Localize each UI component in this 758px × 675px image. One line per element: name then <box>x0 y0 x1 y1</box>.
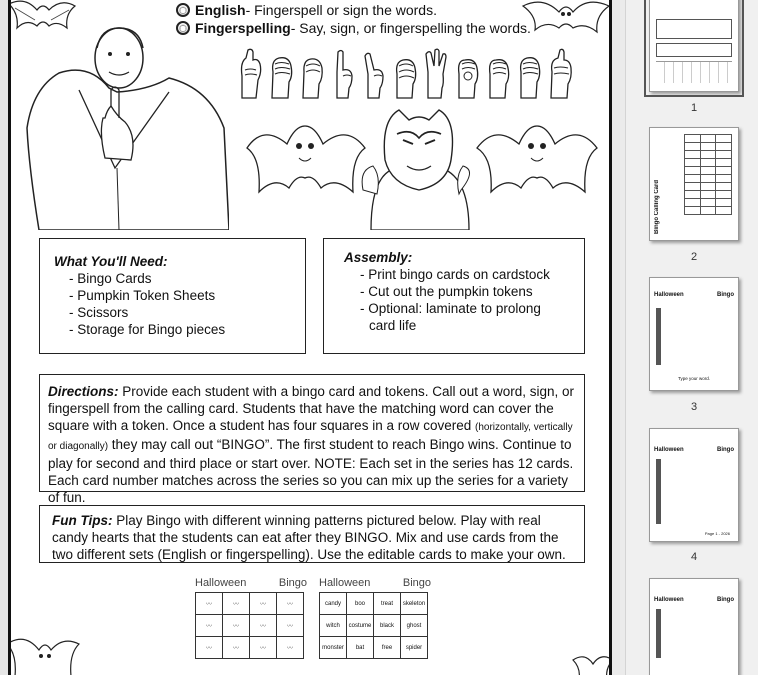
grid-cell: 〰 <box>277 637 304 659</box>
thumbnail-footer: Type your word. <box>677 376 710 381</box>
fun-tips-lead: Fun Tips: <box>52 513 113 528</box>
card-title-right: Bingo <box>402 577 431 589</box>
thumbnail-number: 3 <box>690 401 698 413</box>
handshape-icon <box>391 48 419 100</box>
grid-cell: 〰 <box>196 637 223 659</box>
directions-note: (horizontally, vertically or diagonally) <box>48 422 573 452</box>
list-item-continuation: card life <box>369 318 417 333</box>
pane-scrollbar-track[interactable] <box>612 0 626 675</box>
handshape-icon <box>298 48 326 100</box>
thumbnail-page-5[interactable] <box>649 578 739 675</box>
grid-cell: candy <box>320 593 347 615</box>
grid-cell: free <box>374 637 401 659</box>
legend-english <box>176 2 437 18</box>
card-title-left: Halloween <box>195 577 247 589</box>
fun-tips-box <box>39 505 585 563</box>
handshape-icon <box>236 48 264 100</box>
legend-term: English <box>195 2 246 18</box>
list-item: - Cut out the pumpkin tokens <box>360 283 584 300</box>
list-item: - Print bingo cards on cardstock <box>360 266 584 283</box>
thumbnail-page-2[interactable] <box>649 127 739 241</box>
card-title-right: Bingo <box>278 577 307 589</box>
bingo-grid <box>319 592 428 659</box>
handshape-icon <box>360 48 388 100</box>
asl-handshapes-row <box>236 48 574 100</box>
vampire-man-illustration <box>19 18 229 230</box>
grid-cell: 〰 <box>277 615 304 637</box>
bat-icon <box>521 0 611 38</box>
pumpkin-icon <box>176 3 190 17</box>
handshape-icon <box>546 48 574 100</box>
bingo-grid <box>195 592 304 659</box>
directions-text-cont: they may call out “BINGO”. The first student to reach Bingo wins. Continue to play for second and third place or start over. NOTE: Each set in the series has 12 cards. Each card number matches across the series so you can mix up the series for a variety of fun. <box>48 437 574 505</box>
directions-box <box>39 374 585 505</box>
thumbnail-grid <box>656 609 661 658</box>
grid-cell: black <box>374 615 401 637</box>
thumbnail-number: 2 <box>690 251 698 263</box>
handshape-icon <box>422 48 450 100</box>
thumbnail-vertical-title: Bingo Calling Card <box>654 180 660 234</box>
grid-cell: bat <box>347 637 374 659</box>
thumbnail-number: 4 <box>690 551 698 563</box>
fun-tips-text: Play Bingo with different winning patterns pictured below. Play with real candy hearts that the students can eat after they BINGO. Mix and use cards from the two different sets (English or fingerspelling). Use the editable cards to make your own. <box>52 513 566 562</box>
thumbnail-header-right: Bingo <box>717 597 734 603</box>
grid-cell: 〰 <box>250 615 277 637</box>
thumbnail-grid <box>684 134 732 215</box>
bat-illustration <box>473 118 601 208</box>
thumbnail-page-3[interactable] <box>649 277 739 391</box>
grid-cell: spider <box>401 637 428 659</box>
list-item: - Bingo Cards <box>69 270 305 287</box>
needs-heading: What You'll Need: <box>54 254 168 269</box>
grid-cell: 〰 <box>223 593 250 615</box>
grid-cell: 〰 <box>250 593 277 615</box>
thumbnail-header-left: Halloween <box>654 292 684 298</box>
assembly-heading: Assembly: <box>344 250 413 265</box>
document-page <box>8 0 612 675</box>
legend-text: - Say, sign, or fingerspelling the words. <box>290 20 531 36</box>
grid-cell: monster <box>320 637 347 659</box>
handshape-icon <box>267 48 295 100</box>
thumbnail-footer: Page 1 - 2026 <box>704 531 730 536</box>
viewer-left-margin <box>0 0 8 675</box>
thumbnail-grid <box>656 308 661 365</box>
legend-text: - Fingerspell or sign the words. <box>245 2 437 18</box>
handshape-icon <box>515 48 543 100</box>
handshape-icon <box>329 48 357 100</box>
bat-icon <box>571 650 612 675</box>
assembly-box <box>323 238 585 354</box>
thumbnail-page-1[interactable] <box>649 0 739 92</box>
thumbnail-header-left: Halloween <box>654 447 684 453</box>
grid-cell: 〰 <box>196 593 223 615</box>
grid-cell: costume <box>347 615 374 637</box>
thumbnail-page-4[interactable] <box>649 428 739 542</box>
needs-box <box>39 238 306 354</box>
handshape-icon <box>484 48 512 100</box>
grid-cell: skeleton <box>401 593 428 615</box>
directions-lead: Directions: <box>48 384 119 399</box>
grid-cell: boo <box>347 593 374 615</box>
card-title-left: Halloween <box>319 577 371 589</box>
thumbnail-header-right: Bingo <box>717 447 734 453</box>
grid-cell: 〰 <box>277 593 304 615</box>
thumbnail-header-left: Halloween <box>654 597 684 603</box>
handshape-icon <box>453 48 481 100</box>
thumbnail-header-right: Bingo <box>717 292 734 298</box>
bat-icon <box>8 630 81 675</box>
grid-cell: ghost <box>401 615 428 637</box>
masked-woman-illustration <box>351 100 486 230</box>
list-item: - Optional: laminate to prolong <box>360 300 584 317</box>
list-item: - Scissors <box>69 304 305 321</box>
grid-cell: 〰 <box>223 637 250 659</box>
grid-cell: 〰 <box>223 615 250 637</box>
sample-bingo-card-english <box>319 577 431 659</box>
grid-cell: 〰 <box>196 615 223 637</box>
grid-cell: treat <box>374 593 401 615</box>
list-item: - Pumpkin Token Sheets <box>69 287 305 304</box>
grid-cell: witch <box>320 615 347 637</box>
legend-fingerspelling <box>176 20 531 36</box>
sample-bingo-card-fingerspelling <box>195 577 307 659</box>
grid-cell: 〰 <box>250 637 277 659</box>
thumbnail-grid <box>656 459 661 524</box>
thumbnail-number: 1 <box>690 102 698 114</box>
list-item: - Storage for Bingo pieces <box>69 321 305 338</box>
legend-term: Fingerspelling <box>195 20 291 36</box>
directions-text: Provide each student with a bingo card and tokens. Call out a word, sign, or fingerspell from the calling card. Students that have the matching word can cover the square with a token. Once a student has four squares in a row covered <box>48 384 575 433</box>
